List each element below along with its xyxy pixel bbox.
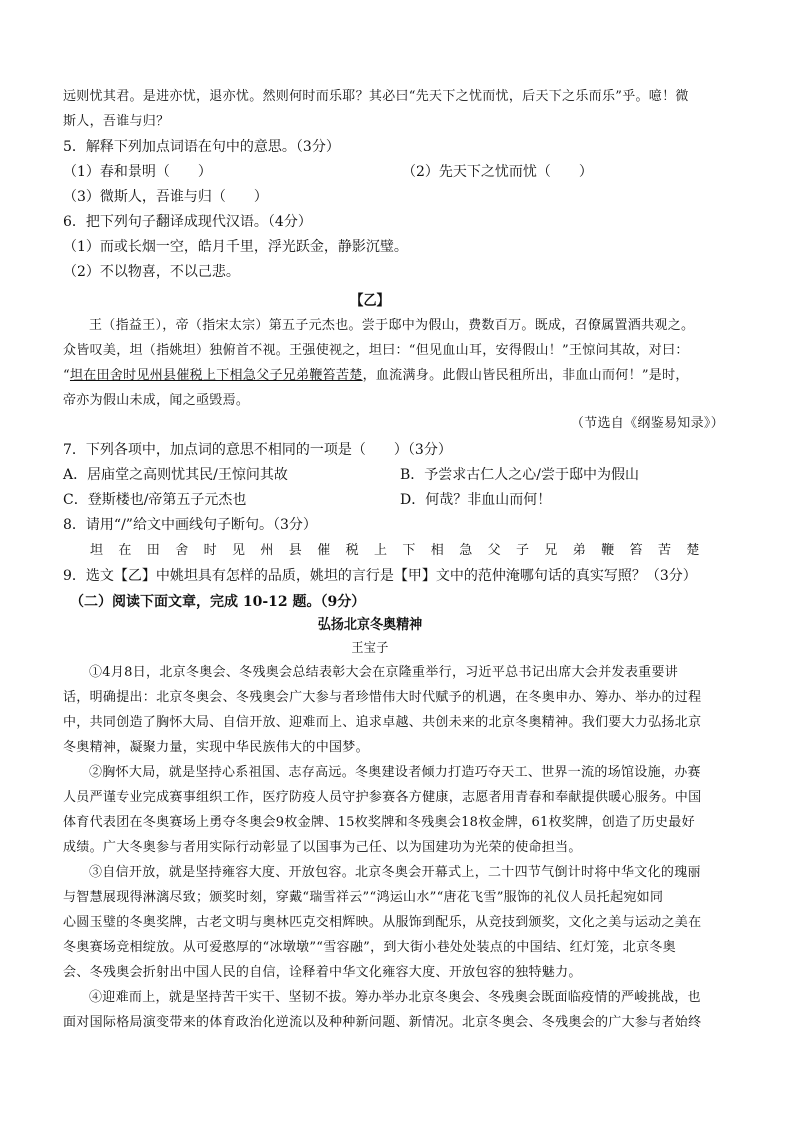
article-p1-line-2: 话，明确提出：北京冬奥会、冬残奥会广大参与者珍惜伟大时代赋予的机遇，在冬奥申办、筹办、举办的过程 [63,690,702,705]
article-title: 弘扬北京冬奥精神 [317,617,423,633]
question-5-item-1: （1）春和景明（ ） [63,164,212,180]
passage-end-line-2: 斯人，吾谁与归？ [63,114,170,129]
question-7-option-d: D．何哉？非血山而何！ [400,492,552,508]
passage-yi-line-1: 王（指益王），帝（指宋太宗）第五子元杰也。尝于邸中为假山，费数百万。既成，召僚属置酒共观之。 [89,318,695,333]
question-7-option-b: B．予尝求古仁人之心/尝于邸中为假山 [400,467,640,483]
passage-end-line-1: 远则忧其君。是进亦忧，退亦忧。然则何时而乐耶？其必曰“先天下之忧而忧，后天下之乐而乐”乎。噫！微 [63,89,689,104]
question-6-item-1: （1）而或长烟一空，皓月千里，浮光跃金，静影沉璧。 [63,239,408,255]
passage-yi-line-3 [63,365,689,387]
question-7-option-a: A．居庙堂之高则忧其民/王惊问其故 [63,467,288,483]
passage-yi-source: （节选自《纲鉴易知录》） [570,416,724,431]
passage-yi-line-3-rest: ，血流满身。此假山皆民租所出，非血山而何！”是时， [362,368,689,383]
underlined-sentence: 坦在田舍时见州县催税上下相急父子兄弟鞭笞苦楚 [69,368,363,383]
question-5-title: 5．解释下列加点词语在句中的意思。（3分） [63,139,340,155]
article-p1-line-4: 冬奥精神，凝聚力量，实现中华民族伟大的中国梦。 [63,740,369,755]
question-5-item-2: （2）先天下之忧而忧（ ） [402,164,593,180]
article-p3-line-5: 会、冬残奥会折射出中国人民的自信，诠释着中华文化雍容大度、开放包容的独特魅力。 [63,965,582,980]
article-p3-line-3: 心圆玉璧的冬奥奖牌，古老文明与奥林匹克交相辉映。从服饰到配乐，从竞技到颁奖，文化之美与运动之美在 [63,915,702,930]
article-p4-line-1: ④迎难而上，就是坚持苦干实干、坚韧不拔。筹办举办北京冬奥会、冬残奥会既面临疫情的严峻挑战，也 [89,990,701,1005]
article-p3-line-4: 冬奥赛场竞相绽放。从可爱憨厚的“冰墩墩”“雪容融”，到大街小巷处处装点的中国结、红灯笼，北京冬奥 [63,940,676,955]
article-p1-line-1: ①4月8日，北京冬奥会、冬残奥会总结表彰大会在京隆重举行，习近平总书记出席大会并发表重要讲 [89,665,679,680]
article-p3-line-1: ③自信开放，就是坚持雍容大度、开放包容。北京冬奥会开幕式上，二十四节气倒计时将中华文化的瑰丽 [89,865,701,880]
article-p2-line-1: ②胸怀大局，就是坚持心系祖国、志存高远。冬奥建设者倾力打造巧夺天工、世界一流的场馆设施，办赛 [89,765,701,780]
quote-open: “ [63,368,70,383]
article-p3-line-2: 与智慧展现得淋漓尽致；颁奖时刻，穿戴“瑞雪祥云”“鸿运山水”“唐花飞雪”服饰的礼仪人员托起宛如同 [63,890,664,905]
question-5-item-3: （3）微斯人，吾谁与归（ ） [63,189,268,205]
section-2-heading: （二）阅读下面文章，完成 10-12 题。（9分） [70,594,366,610]
article-p2-line-3: 体育代表团在冬奥赛场上勇夺冬奥会9枚金牌、15枚奖牌和冬残奥会18枚金牌，61枚奖牌，创造了历史最好 [63,815,695,830]
passage-yi-line-4: 帝亦为假山未成，闻之亟毁焉。 [63,393,250,408]
question-7-option-c: C．登斯楼也/帝第五子元杰也 [63,492,247,508]
article-p2-line-4: 成绩。广大冬奥参与者用实际行动彰显了以国事为己任、以为国建功为光荣的使命担当。 [63,840,582,855]
question-8-title: 8．请用“/”给文中画线句子断句。（3分） [63,517,317,533]
question-7-title: 7．下列各项中，加点词的意思不相同的一项是（ ）（3分） [63,442,452,458]
question-8-spaced-sentence: 坦在田舍时见州县催税上下相急父子兄弟鞭笞苦楚 [90,543,715,558]
passage-yi-heading: 【乙】 [350,293,390,309]
article-p4-line-2: 面对国际格局演变带来的体育政治化逆流以及种种新问题、新情况。北京冬奥会、冬残奥会的广大参与者始终 [63,1015,702,1030]
passage-yi-line-2: 众皆叹美，坦（指姚坦）独俯首不视。王强使视之，坦曰：“但见血山耳，安得假山！”王惊问其故，对曰： [63,343,689,358]
question-6-item-2: （2）不以物喜，不以己悲。 [63,264,240,280]
article-p2-line-2: 人员严谨专业完成赛事组织工作，医疗防疫人员守护参赛各方健康，志愿者用青春和奉献提供暖心服务。中国 [63,790,702,805]
article-p1-line-3: 中，共同创造了胸怀大局、自信开放、迎难而上、追求卓越、共创未来的北京冬奥精神。我们要大力弘扬北京 [63,715,702,730]
article-author: 王宝子 [351,641,389,656]
question-9-title: 9．选文【乙】中姚坦具有怎样的品质，姚坦的言行是【甲】文中的范仲淹哪句话的真实写照？（3分） [63,568,697,584]
question-6-title: 6．把下列句子翻译成现代汉语。（4分） [63,214,312,230]
